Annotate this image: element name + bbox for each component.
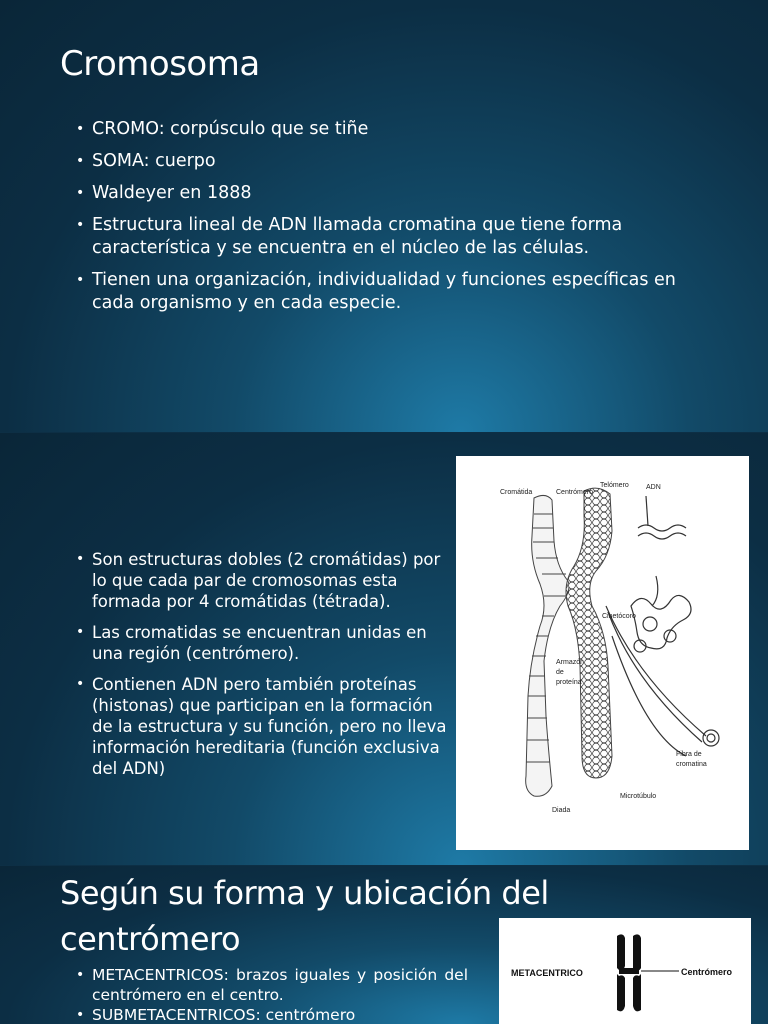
label-cromatida: Cromátida — [500, 489, 533, 496]
slide-centromero — [0, 866, 768, 1024]
dna-coil-shape — [606, 496, 719, 756]
label-centromero: Centrómero — [556, 489, 593, 496]
slide-cromosoma — [0, 0, 768, 432]
bullet-icon: • — [76, 185, 85, 201]
metacentric-chromosome-shape — [617, 934, 641, 1011]
bullet-icon: • — [76, 153, 85, 169]
bullet-icon: • — [76, 1007, 85, 1023]
list-item: • SUBMETACENTRICOS: centrómero — [76, 1006, 356, 1024]
bullet-list — [76, 549, 452, 789]
label-armazon-3: proteína — [556, 679, 582, 686]
metacentric-diagram — [499, 918, 751, 1024]
bullet-icon: • — [76, 272, 85, 288]
list-item: • Estructura lineal de ADN llamada cromatina que tiene forma característica y se encuentra en el núcleo de las células. — [76, 215, 623, 258]
label-telomero: Telómero — [600, 482, 629, 489]
bullet-icon: • — [76, 217, 85, 233]
list-item: • SOMA: cuerpo — [76, 151, 216, 171]
bullet-icon: • — [76, 121, 85, 137]
chromatid-right-shape — [566, 488, 612, 778]
label-fibra-1: Fibra de — [676, 751, 702, 758]
list-item: • Tienen una organización, individualidad y funciones específicas en cada organismo y en cada especie. — [76, 270, 676, 313]
bullet-icon: • — [76, 967, 85, 983]
label-centromero-2: Centrómero — [681, 967, 733, 977]
list-item: • Contienen ADN pero también proteínas (histonas) que participan en la formación de la estructura y su función, pero no lleva información hereditaria (función exclusiva del ADN) — [76, 675, 447, 778]
slide-title: Cromosoma — [60, 44, 260, 84]
label-adn: ADN — [646, 484, 661, 491]
metacentric-diagram-svg — [499, 918, 751, 1024]
bullet-icon: • — [76, 676, 85, 692]
bullet-list — [76, 965, 468, 1024]
label-armazon-1: Armazón — [556, 659, 585, 666]
chromatid-left-shape — [526, 495, 569, 796]
list-item: • Las cromatidas se encuentran unidas en una región (centrómero). — [76, 623, 427, 663]
list-item: • METACENTRICOS: brazos iguales y posición del centrómero en el centro. — [76, 966, 468, 1004]
list-item: • Waldeyer en 1888 — [76, 183, 252, 203]
chromosome-diagram — [456, 456, 749, 850]
bullet-list — [76, 118, 716, 324]
label-diada: Diada — [552, 807, 571, 814]
label-armazon-2: de — [556, 669, 564, 676]
slide-estructura — [0, 433, 768, 865]
label-fibra-2: cromatina — [676, 761, 707, 768]
bullet-icon: • — [76, 551, 85, 567]
label-microtubulo: Microtúbulo — [620, 793, 657, 800]
label-cinetocoro: Cinetócoro — [602, 613, 636, 620]
slide-title: Según su forma y ubicación del centrómero — [60, 874, 549, 958]
chromosome-diagram-svg — [456, 456, 749, 850]
label-metacentrico: METACENTRICO — [511, 968, 583, 978]
list-item: • Son estructuras dobles (2 cromátidas) por lo que cada par de cromosomas esta formada por 4 cromátidas (tétrada). — [76, 550, 441, 611]
bullet-icon: • — [76, 624, 85, 640]
list-item: • CROMO: corpúsculo que se tiñe — [76, 119, 369, 139]
